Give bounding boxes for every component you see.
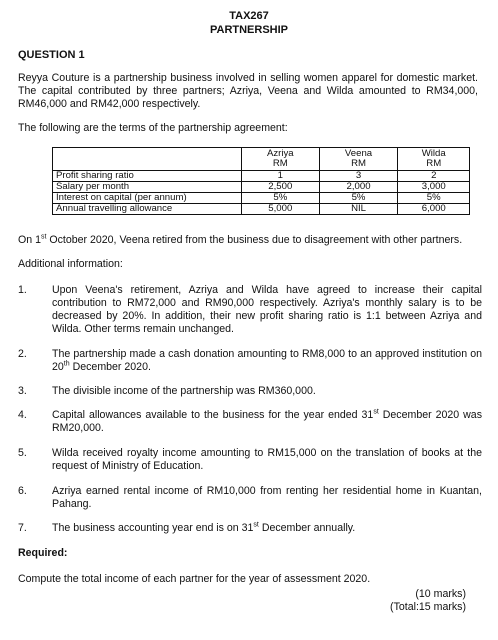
cell-value: 5,000 [242, 204, 320, 215]
text-part: The partnership made a cash donation amounting to RM8,000 to an approved institution on 20 [52, 348, 482, 373]
text-part: Upon Veena's retirement, Azriya and Wilda have agreed to increase their capital contribution to RM72,000 and RM90,000 respectively. Azriya's monthly salary is to be decreased by 20%. In addition, their new profit sharing ratio is 1:1 between Azriya and Wilda. Other terms remain unchanged. [52, 284, 482, 335]
item-number: 2. [18, 348, 27, 360]
item-number: 6. [18, 485, 27, 497]
text-part: The business accounting year end is on 31 [52, 522, 254, 534]
requirement-text: Compute the total income of each partner for the year of assessment 2020. [18, 573, 371, 585]
item-text [52, 522, 482, 535]
item-number: 5. [18, 447, 27, 459]
required-label: Required: [18, 547, 68, 559]
partner-unit: RM [426, 158, 442, 169]
cell-value: 5% [398, 193, 470, 204]
cell-value: 6,000 [398, 204, 470, 215]
item-text [52, 284, 482, 336]
cell-value: 5% [242, 193, 320, 204]
text-part: Capital allowances available to the business for the year ended 31 [52, 409, 374, 421]
additional-info-label: Additional information: [18, 258, 123, 270]
total-marks-label: (Total:15 marks) [390, 601, 466, 613]
text-part: December annually. [258, 522, 356, 534]
cell-value: 3 [319, 171, 398, 182]
table-row [53, 182, 470, 193]
table-row [53, 171, 470, 182]
partner-name: Wilda [421, 148, 446, 159]
item-text [52, 485, 482, 511]
row-label: Annual travelling allowance [53, 204, 242, 215]
ordinal-suffix: th [63, 360, 70, 368]
question-intro: Reyya Couture is a partnership business involved in selling women apparel for domestic market. The capital contributed by three partners; Azriya, Veena and Wilda amounted to RM34,000, RM46,000 and RM42,000 respectively. [18, 72, 478, 110]
item-number: 1. [18, 284, 27, 296]
text-part: October 2020, Veena retired from the business due to disagreement with other partners. [46, 234, 463, 246]
table-header-row [53, 148, 470, 171]
cell-value: 2 [398, 171, 470, 182]
marks-label: (10 marks) [415, 588, 466, 600]
partner-name: Azriya [266, 148, 294, 159]
terms-intro: The following are the terms of the partnership agreement: [18, 122, 288, 134]
ordinal-suffix: st [373, 408, 379, 416]
text-part: The divisible income of the partnership was RM360,000. [52, 385, 316, 397]
partner-header-azriya [242, 148, 320, 171]
cell-value: 1 [242, 171, 320, 182]
subject-title: PARTNERSHIP [209, 24, 289, 36]
question-title: QUESTION 1 [18, 49, 85, 61]
partner-header-veena [319, 148, 398, 171]
row-label: Profit sharing ratio [53, 171, 242, 182]
table-row [53, 193, 470, 204]
text-part: Azriya earned rental income of RM10,000 from renting her residential home in Kuantan, Pahang. [52, 485, 482, 510]
retirement-statement [18, 234, 478, 247]
text-part: Wilda received royalty income amounting to RM15,000 on the translation of books at the request of Ministry of Education. [52, 447, 482, 472]
table-row [53, 204, 470, 215]
item-number: 3. [18, 385, 27, 397]
text-part: On 1 [18, 234, 41, 246]
ordinal-suffix: st [40, 233, 47, 241]
partner-unit: RM [272, 158, 288, 169]
item-text [52, 348, 482, 374]
text-part: December 2020 was RM20,000. [52, 409, 482, 434]
text-part: December 2020. [69, 361, 151, 373]
cell-value: 2,000 [319, 182, 398, 193]
item-text [52, 409, 482, 435]
cell-value: 5% [319, 193, 398, 204]
partner-name: Veena [344, 148, 373, 159]
table-corner-cell [53, 148, 242, 171]
partnership-terms-table [52, 147, 470, 215]
ordinal-suffix: st [253, 521, 259, 529]
row-label: Interest on capital (per annum) [53, 193, 242, 204]
item-number: 7. [18, 522, 27, 534]
row-label: Salary per month [53, 182, 242, 193]
partner-header-wilda [398, 148, 470, 171]
cell-value: 2,500 [242, 182, 320, 193]
item-text [52, 447, 482, 473]
course-code: TAX267 [229, 10, 269, 22]
partner-unit: RM [351, 158, 366, 169]
cell-value: NIL [319, 204, 398, 215]
item-number: 4. [18, 409, 27, 421]
cell-value: 3,000 [398, 182, 470, 193]
item-text [52, 385, 482, 398]
